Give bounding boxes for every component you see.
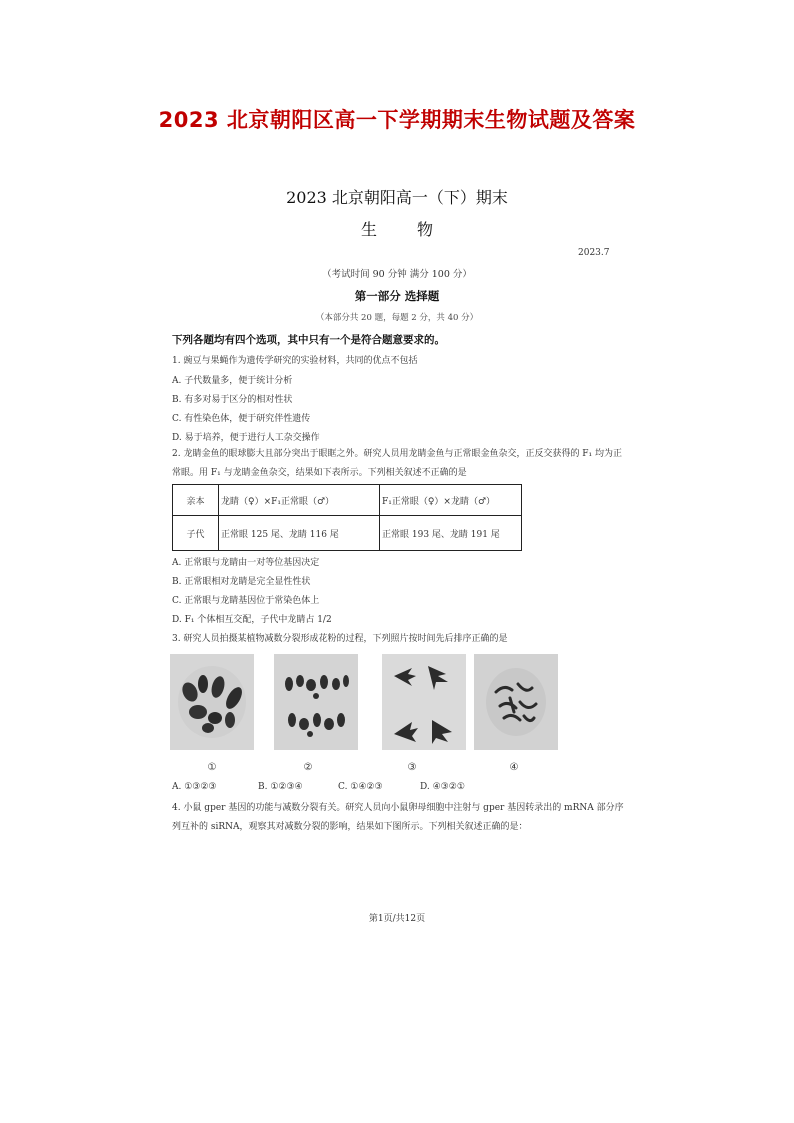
q3-option-b: B. ①②③④ (258, 782, 303, 792)
page-footer: 第1页/共12页 (368, 914, 426, 924)
micrograph-4 (474, 654, 558, 750)
table-header-offspring: 子代 (173, 516, 219, 551)
micrograph-2 (274, 654, 358, 750)
q1-option-c: C. 有性染色体，便于研究伴性遗传 (172, 414, 311, 424)
table-header-parents: 亲本 (173, 485, 219, 516)
q2-option-d: D. F₁ 个体相互交配，子代中龙睛占 1/2 (172, 615, 332, 625)
q2-option-b: B. 正常眼相对龙睛是完全显性性状 (172, 577, 311, 587)
table-cross-1: 龙睛（♀）×F₁正常眼（♂） (219, 485, 380, 516)
part-title: 第一部分 选择题 (354, 289, 440, 303)
micrograph-3 (382, 654, 466, 750)
photo-label-3: ③ (407, 762, 417, 773)
q3-stem: 3. 研究人员拍摄某植物减数分裂形成花粉的过程，下列照片按时间先后排序正确的是 (172, 634, 508, 644)
table-cross-2: F₁正常眼（♀）×龙睛（♂） (380, 485, 522, 516)
q2-stem: 2. 龙睛金鱼的眼球膨大且部分突出于眼眶之外。研究人员用龙睛金鱼与正常眼金鱼杂交，正反交获得的 F₁ 均为正常眼。用 F₁ 与龙睛金鱼杂交，结果如下表所示。下列相关叙述不正确的是 (172, 449, 623, 478)
q4-stem: 4. 小鼠 gper 基因的功能与减数分裂有关。研究人员向小鼠卵母细胞中注射与 gper 基因转录出的 mRNA 部分序列互补的 siRNA，观察其对减数分裂的影响，结果如下图所示。下列相关叙述正确的是： (172, 803, 624, 832)
table-result-2: 正常眼 193 尾、龙睛 191 尾 (380, 516, 522, 551)
photo-label-1: ① (207, 762, 217, 773)
photo-label-4: ④ (509, 762, 519, 773)
q2-option-c: C. 正常眼与龙睛基因位于常染色体上 (172, 596, 320, 606)
cross-table (172, 484, 522, 551)
exam-title: 2023 北京朝阳高一（下）期末 (286, 188, 508, 207)
micrograph-1 (170, 654, 254, 750)
q3-option-c: C. ①④②③ (338, 782, 383, 792)
q1-stem: 1. 豌豆与果蝇作为遗传学研究的实验材料，共同的优点不包括 (172, 356, 418, 366)
q3-option-a: A. ①③②③ (172, 782, 217, 792)
q1-option-b: B. 有多对易于区分的相对性状 (172, 395, 293, 405)
q1-option-d: D. 易于培养，便于进行人工杂交操作 (172, 433, 320, 443)
table-result-1: 正常眼 125 尾、龙睛 116 尾 (219, 516, 380, 551)
subject-title: 生物 (360, 220, 473, 239)
photo-label-2: ② (303, 762, 313, 773)
part-note: （本部分共 20 题，每题 2 分，共 40 分） (315, 313, 479, 323)
q2-option-a: A. 正常眼与龙睛由一对等位基因决定 (172, 558, 320, 568)
exam-info: （考试时间 90 分钟 满分 100 分） (322, 269, 472, 280)
q3-option-d: D. ④③②① (420, 782, 465, 792)
document-banner-title: 2023 北京朝阳区高一下学期期末生物试题及答案 (158, 108, 636, 132)
exam-date: 2023.7 (578, 248, 610, 258)
instruction: 下列各题均有四个选项，其中只有一个是符合题意要求的。 (172, 334, 445, 346)
q1-option-a: A. 子代数量多，便于统计分析 (172, 376, 293, 386)
